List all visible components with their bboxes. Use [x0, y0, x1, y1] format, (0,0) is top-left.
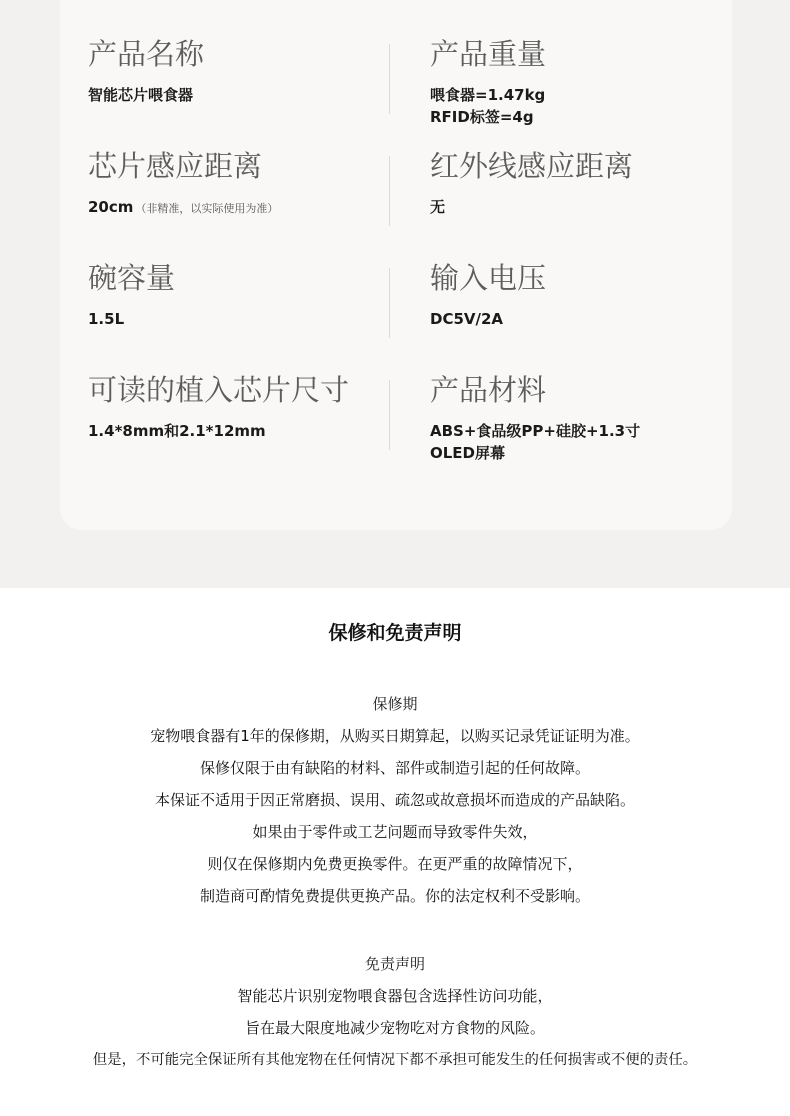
spec-chip-size — [88, 372, 378, 442]
spec-value — [430, 84, 720, 128]
disclaimer-heading: 免责声明 — [364, 955, 425, 973]
warranty-line: 本保证不适用于因正常磨损、误用、疏忽或故意损坏而造成的产品缺陷。 — [154, 791, 635, 809]
spec-value-line: DC5V/2A — [430, 310, 504, 328]
spec-label: 可读的植入芯片尺寸 — [88, 373, 350, 407]
spec-label: 输入电压 — [430, 261, 547, 295]
spec-value-text: 20cm — [88, 198, 134, 216]
spec-value — [88, 420, 378, 442]
divider — [389, 44, 390, 114]
warranty-line: 则仅在保修期内免费更换零件。在更严重的故障情况下， — [207, 855, 583, 873]
spec-input-voltage — [430, 260, 720, 330]
warranty-line: 如果由于零件或工艺问题而导致零件失效， — [252, 823, 538, 841]
spec-label: 碗容量 — [88, 261, 176, 295]
spec-value — [88, 308, 378, 330]
spec-value-line: 1.5L — [88, 310, 125, 328]
spec-product-weight — [430, 36, 720, 128]
spec-label: 产品重量 — [430, 37, 547, 71]
spec-value-line: OLED屏幕 — [430, 444, 506, 462]
disclaimer-line: 旨在最大限度地减少宠物吃对方食物的风险。 — [244, 1019, 545, 1037]
divider — [389, 156, 390, 226]
divider — [389, 268, 390, 338]
spec-value-line: 无 — [430, 198, 446, 216]
spec-value-line: RFID标签=4g — [430, 108, 534, 126]
spec-label: 产品名称 — [88, 37, 205, 71]
spec-label: 产品材料 — [430, 373, 547, 407]
divider — [389, 380, 390, 450]
spec-value — [88, 196, 378, 220]
spec-infrared-distance — [430, 148, 720, 218]
spec-value-line: ABS+食品级PP+硅胶+1.3寸 — [430, 422, 641, 440]
spec-chip-distance — [88, 148, 378, 220]
spec-value — [430, 308, 720, 330]
disclaimer-line: 智能芯片识别宠物喂食器包含选择性访问功能， — [237, 987, 553, 1005]
spec-label: 红外线感应距离 — [430, 149, 634, 183]
spec-value-line: 1.4*8mm和2.1*12mm — [88, 422, 266, 440]
spec-material — [430, 372, 720, 464]
disclaimer-line: 但是，不可能完全保证所有其他宠物在任何情况下都不承担可能发生的任何损害或不便的责任。 — [92, 1052, 698, 1068]
spec-value — [430, 196, 720, 218]
spec-value-line: 智能芯片喂食器 — [88, 86, 194, 104]
warranty-line: 宠物喂食器有1年的保修期，从购买日期算起，以购买记录凭证证明为准。 — [150, 727, 640, 745]
warranty-text — [0, 720, 790, 912]
disclaimer-text — [0, 980, 790, 1076]
warranty-line: 制造商可酌情免费提供更换产品。你的法定权利不受影响。 — [199, 887, 590, 905]
spec-value-line: 喂食器=1.47kg — [430, 86, 546, 104]
spec-value-line — [88, 196, 378, 220]
spec-bowl-capacity — [88, 260, 378, 330]
warranty-heading: 保修期 — [372, 695, 418, 713]
spec-label: 芯片感应距离 — [88, 149, 263, 183]
spec-product-name — [88, 36, 378, 106]
warranty-line: 保修仅限于由有缺陷的材料、部件或制造引起的任何故障。 — [199, 759, 590, 777]
spec-note: （非精准，以实际使用为准） — [135, 202, 279, 215]
spec-value — [430, 420, 720, 464]
statement-title: 保修和免责声明 — [328, 622, 462, 644]
spec-value — [88, 84, 378, 106]
